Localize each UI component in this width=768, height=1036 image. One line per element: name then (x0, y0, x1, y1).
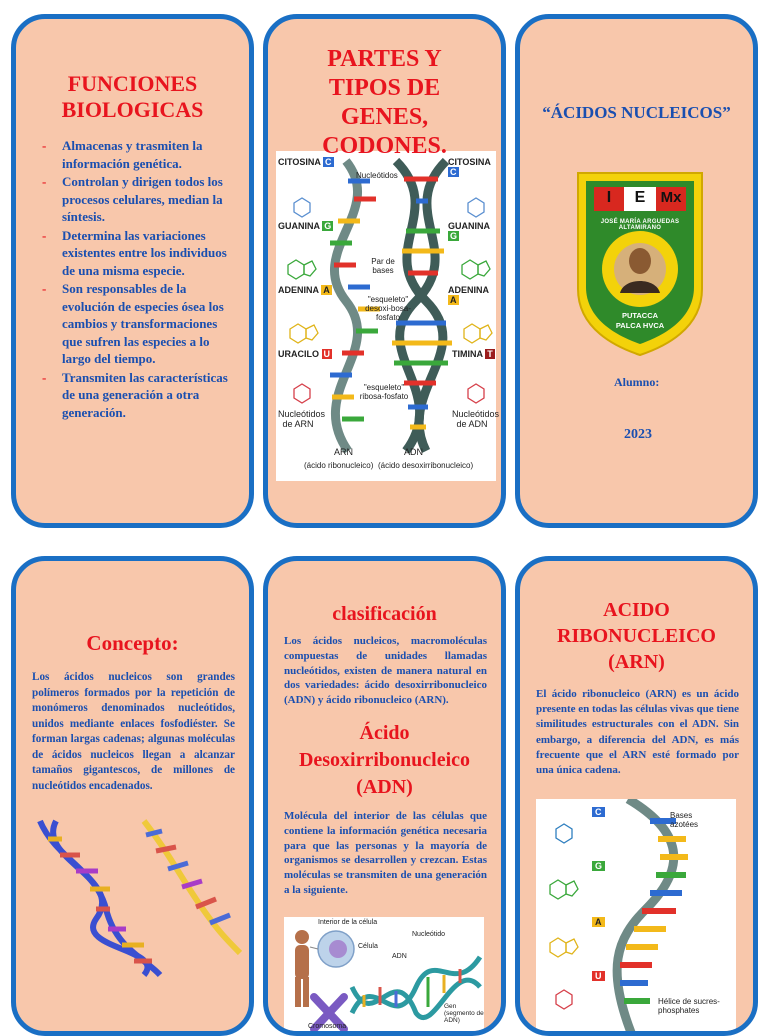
clasificacion-intro: Los ácidos nucleicos, macromoléculas compuestas de unidades llamadas nucleótidos, existen de manera natural en dos variedades: ácido desoxirribonucleico (ADN) y ácido ribonucleico (ARN). (284, 635, 487, 707)
dna-strands-illustration (26, 819, 246, 979)
label-nucleotidos-arn: Nucleótidos de ARN (278, 409, 326, 429)
arn-text: El ácido ribonucleico (ARN) es un ácido presente en todas las células vivas que tiene similitudes estructurales con el ADN. Sin embargo, a diferencia del ADN, es más frecuente que el ARN esté formado por una única cadena. (536, 688, 739, 777)
crest-letter-e: E (634, 189, 646, 206)
label-uracilo: URACILO U (278, 349, 331, 359)
crest-arc-text: JOSÉ MARÍA ARGUEDAS ALTAMIRANO (600, 219, 680, 231)
arn-adn-figure (276, 151, 500, 481)
label-guanina-left: GUANINA G (278, 221, 332, 231)
crest-place-2: PALCA HVCA (615, 321, 665, 330)
clasificacion-title: clasificación (332, 603, 437, 625)
adn-subtitle: Ácido Desoxirribonucleico (ADN) (298, 721, 471, 798)
school-crest (574, 169, 706, 359)
label-bases-azotees: Bases azotées (670, 811, 699, 829)
panel1-title: FUNCIONES BIOLOGICAS (61, 71, 204, 122)
label-timina: TIMINA T (452, 349, 493, 359)
label-adenina-left: ADENINA A (278, 285, 330, 295)
label-nucleotidos: Nucleótidos (356, 171, 398, 180)
base-g-badge: G (592, 861, 605, 871)
adn-cell-figure (284, 917, 484, 1035)
panel-clasificacion (263, 556, 506, 1036)
crest-letters-mx: Mx (660, 189, 682, 206)
list-item: - Son responsables de la evolución de especies ósea los cambios y transformaciones que sufren las especies a lo largo del tiempo. (36, 280, 235, 368)
label-esqueleto-desoxi: "esqueleto" desoxi-bosa-fosfato (365, 295, 411, 322)
panel-partes-tipos (263, 14, 506, 528)
label-gen: Gen (segmento de ADN) (444, 1003, 484, 1024)
base-a-badge: A (592, 917, 605, 927)
panel-arn (515, 556, 758, 1036)
base-c-badge: C (592, 807, 605, 817)
cover-title: “ÁCIDOS NUCLEICOS” (542, 103, 731, 122)
list-item: - Controlan y dirigen todos los procesos celulares, median la síntesis. (36, 173, 235, 226)
label-cromosoma: Cromosoma (308, 1023, 347, 1030)
label-arn: ARN (334, 447, 354, 457)
panel-portada (515, 14, 758, 528)
label-nucleotidos-adn: Nucleótidos de ADN (452, 409, 500, 429)
crest-place-1: PUTACCA (621, 311, 659, 320)
label-citosina-right: CITOSINA C (448, 157, 491, 177)
label-adenina-right: ADENINA A (448, 285, 489, 305)
year-label: 2023 (624, 427, 652, 442)
label-celula: Célula (358, 943, 378, 950)
label-adn-sub: (ácido desoxirribonucleico) (378, 461, 474, 470)
list-item: - Transmiten las características de una generación a otra generación. (36, 369, 235, 422)
label-esqueleto-ribosa: "esqueleto" ribosa-fosfato (359, 383, 409, 401)
dna-strands (26, 819, 246, 979)
label-adn: ADN (392, 953, 407, 960)
adn-text: Molécula del interior de las células que contiene la información genética necesaria para que las personas y la mayoría de organismos se desarrollen y crezcan. Estas moléculas se transmiten de una generación a la siguiente. (284, 809, 487, 896)
funciones-list (36, 137, 235, 421)
list-item: - Almacenas y trasmiten la información genética. (36, 137, 235, 172)
concepto-text: Los ácidos nucleicos son grandes polímeros formados por la repetición de monómeros denominados nucleótidos, unidos mediante enlaces fosfodiéster. Se forman largas cadenas; algunas moléculas de ácidos nucleicos llegan a alcanzar tamaños gigantescos, de millones de nucleótidos encadenados. (32, 671, 235, 792)
label-par-bases: Par de bases (371, 257, 395, 275)
panel-funciones (11, 14, 254, 528)
panel-concepto (11, 556, 254, 1036)
label-interior-celula: Interior de la célula (318, 919, 378, 926)
arn-title: ACIDO RIBONUCLEICO (ARN) (557, 599, 716, 673)
label-nucleotido: Nucleótido (412, 931, 446, 938)
label-arn-sub: (ácido ribonucleico) (304, 461, 374, 470)
label-guanina-right: GUANINA G (448, 221, 490, 241)
crest-letter-i: I (606, 189, 612, 206)
arn-figure (536, 799, 736, 1035)
concepto-title: Concepto: (86, 631, 179, 655)
list-item: - Determina las variaciones existentes entre los individuos de una misma especie. (36, 227, 235, 280)
alumno-label: Alumno: (614, 375, 660, 389)
label-citosina-left: CITOSINA C (278, 157, 332, 167)
base-u-badge: U (592, 971, 605, 981)
label-helice: Hélice de sucres-phosphates (658, 997, 720, 1015)
panel2-title: PARTES Y TIPOS DE GENES, CODONES. (322, 46, 447, 159)
label-adn: ADN (404, 447, 424, 457)
